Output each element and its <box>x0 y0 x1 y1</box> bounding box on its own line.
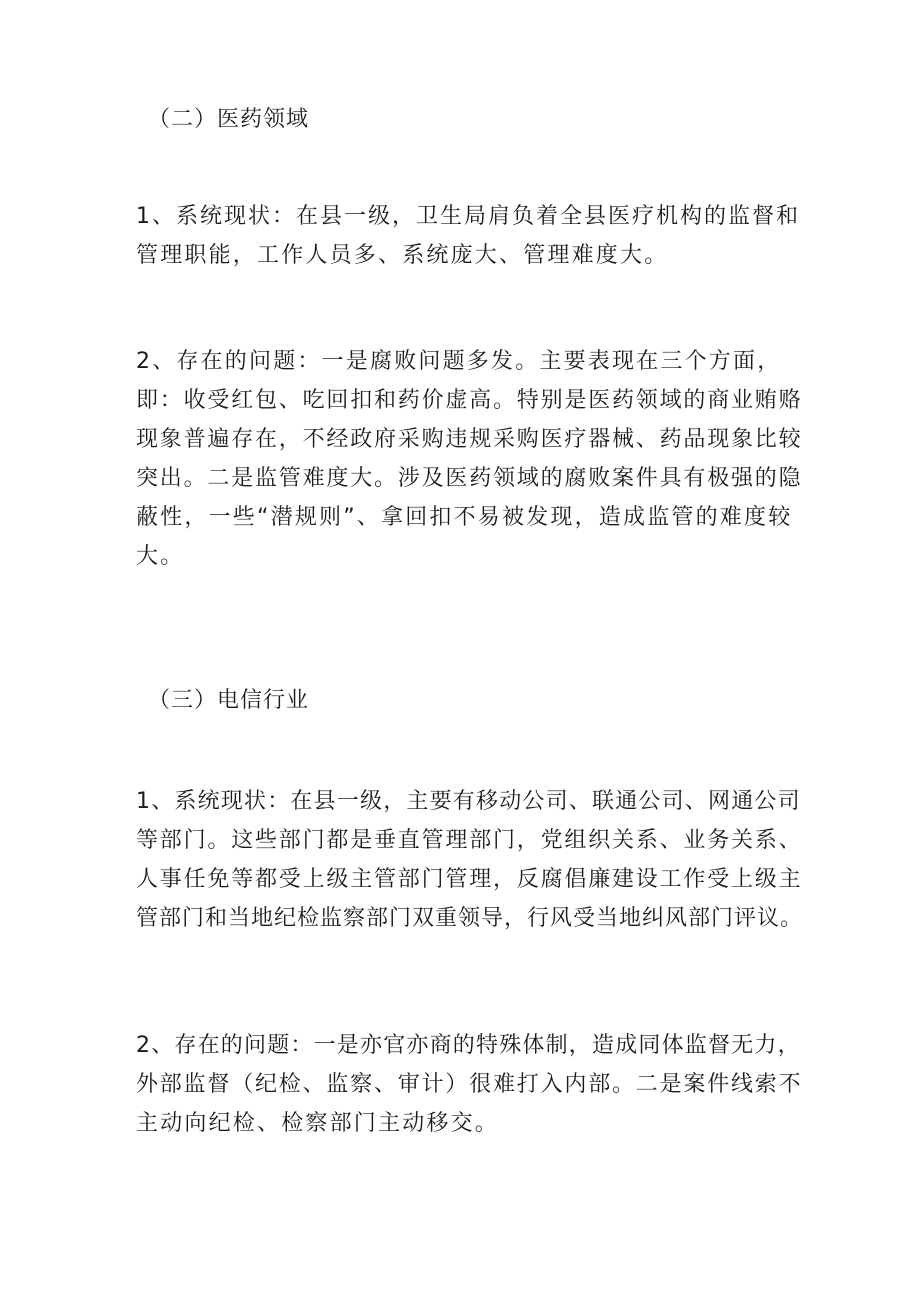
text-line: 大。 <box>136 544 185 569</box>
paragraph-medicine-problems <box>136 342 804 576</box>
text-line: 人事任免等都受上级主管部门管理，反腐倡廉建设工作受上级主 <box>136 867 803 892</box>
text-line: 1、系统现状：在县一级，卫生局肩负着全县医疗机构的监督和 <box>136 204 800 229</box>
text-line: 蔽性，一些“潜规则”、拿回扣不易被发现，造成监管的难度较 <box>136 505 793 530</box>
text-line: 即：收受红包、吃回扣和药价虚高。特别是医药领域的商业贿赂 <box>136 388 803 413</box>
section-heading-medicine: （二）医药领域 <box>148 107 310 132</box>
section-heading-telecom: （三）电信行业 <box>148 688 310 713</box>
text-line: 管理职能，工作人员多、系统庞大、管理难度大。 <box>136 243 669 268</box>
paragraph-medicine-status <box>136 197 804 275</box>
text-line: 1、系统现状：在县一级，主要有移动公司、联通公司、网通公司 <box>136 789 801 814</box>
paragraph-telecom-problems <box>136 1026 804 1143</box>
text-line: 等部门。这些部门都是垂直管理部门，党组织关系、业务关系、 <box>136 828 803 853</box>
text-line: 外部监督（纪检、监察、审计）很难打入内部。二是案件线索不 <box>136 1072 803 1097</box>
text-line: 现象普遍存在，不经政府采购违规采购医疗器械、药品现象比较 <box>136 427 803 452</box>
text-line: 突出。二是监管难度大。涉及医药领域的腐败案件具有极强的隐 <box>136 466 803 491</box>
text-line: 管部门和当地纪检监察部门双重领导，行风受当地纠风部门评议。 <box>136 906 804 931</box>
text-line: 主动向纪检、检察部门主动移交。 <box>136 1111 500 1136</box>
text-line: 2、存在的问题：一是亦官亦商的特殊体制，造成同体监督无力， <box>136 1033 801 1058</box>
paragraph-telecom-status <box>136 782 804 938</box>
text-line: 2、存在的问题：一是腐败问题多发。主要表现在三个方面， <box>136 349 782 374</box>
